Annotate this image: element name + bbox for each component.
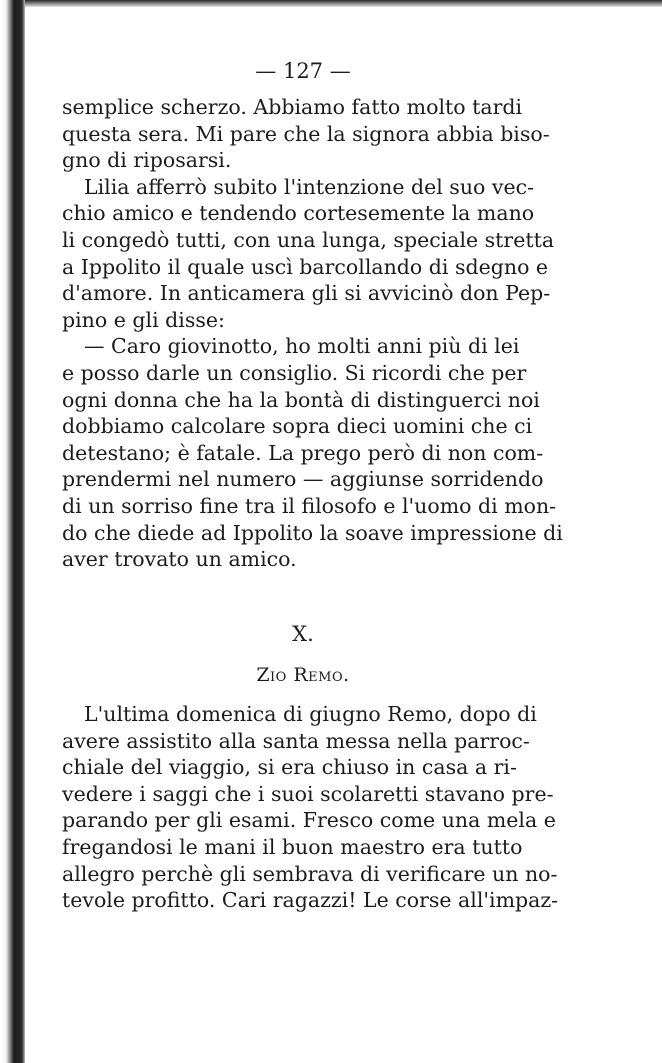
text-line: semplice scherzo. Abbiamo fatto molto tardi	[62, 95, 523, 119]
text-line: do che diede ad Ippolito la soave impressione di	[62, 520, 563, 545]
paragraph-chapter-opening	[62, 701, 559, 914]
text-line: gno di riposarsi.	[62, 148, 232, 173]
paragraph-dialogue	[62, 333, 563, 572]
page-number: — 127 —	[255, 59, 351, 83]
text-line: dobbiamo calcolare sopra dieci uomini che ci	[62, 414, 533, 439]
text-line: pino e gli disse:	[62, 307, 225, 332]
text-line: detestano; è fatale. La prego però di non com-	[62, 440, 544, 465]
text-line: chio amico e tendendo cortesemente la mano	[62, 201, 535, 226]
text-block-top	[62, 94, 563, 573]
chapter-title: Zio Remo.	[256, 664, 350, 686]
text-line: L'ultima domenica di giugno Remo, dopo di	[84, 702, 537, 726]
text-line: avere assistito alla santa messa nella parroc-	[62, 728, 530, 753]
text-line: fregandosi le mani il buon maestro era tutto	[62, 834, 523, 859]
book-binding-edge	[0, 0, 25, 1063]
text-line: vedere i saggi che i suoi scolaretti stavano pre-	[62, 781, 554, 806]
paragraph-lilia	[62, 174, 555, 334]
text-line: prendermi nel numero — aggiunse sorridendo	[62, 467, 544, 492]
page-top-edge	[0, 0, 662, 7]
text-line: allegro perchè gli sembrava di verificare un no-	[62, 861, 558, 886]
chapter-number: X.	[292, 622, 314, 646]
text-block-bottom	[62, 701, 559, 914]
text-line: a Ippolito il quale uscì barcollando di sdegno e	[62, 254, 549, 279]
text-line: — Caro giovinotto, ho molti anni più di lei	[84, 334, 520, 359]
text-line: aver trovato un amico.	[62, 547, 297, 572]
text-line: questa sera. Mi pare che la signora abbia biso-	[62, 121, 550, 146]
text-line: ogni donna che ha la bontà di distinguerci noi	[62, 387, 540, 412]
text-line: li congedò tutti, con una lunga, speciale stretta	[62, 227, 555, 252]
text-line: e posso darle un consiglio. Si ricordi che per	[62, 360, 527, 385]
text-line: chiale del viaggio, si era chiuso in casa a ri-	[62, 755, 517, 780]
text-line: Lilia afferrò subito l'intenzione del suo vec-	[84, 174, 534, 199]
text-line: d'amore. In anticamera gli si avvicinò don Pep-	[62, 281, 551, 306]
text-line: parando per gli esami. Fresco come una mela e	[62, 808, 556, 833]
text-line: di un sorriso fine tra il filosofo e l'uomo di mon-	[62, 493, 557, 518]
paragraph-continuation	[62, 94, 550, 174]
text-line: tevole profitto. Cari ragazzi! Le corse all'impaz-	[62, 888, 559, 913]
